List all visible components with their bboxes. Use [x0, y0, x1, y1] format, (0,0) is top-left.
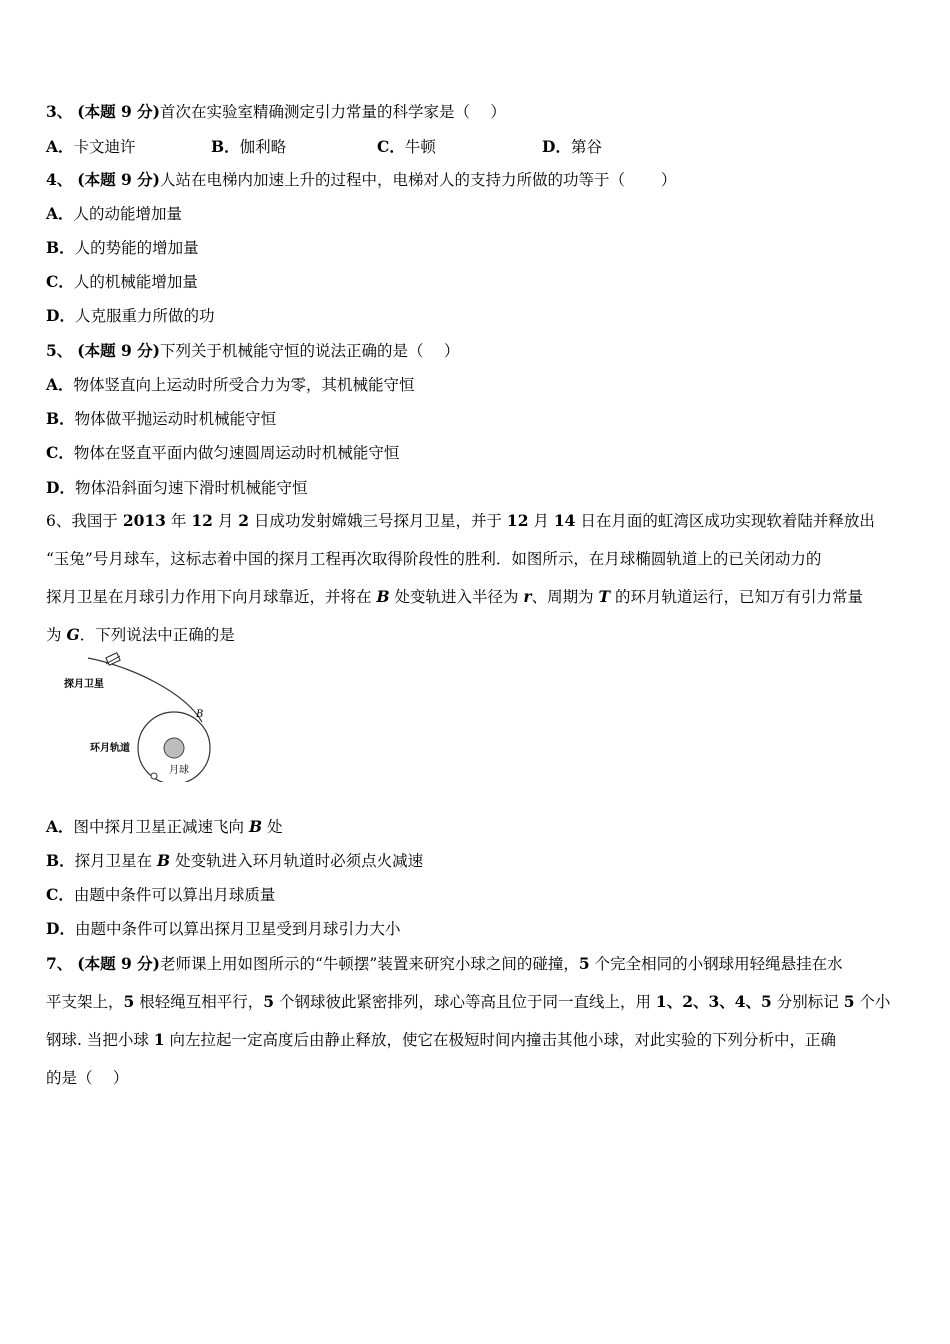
point-b-label: B [196, 709, 204, 720]
satellite-icon [106, 653, 120, 665]
question-6-option-a: A．图中探月卫星正减速飞向 B 处 [46, 817, 283, 836]
question-text: 人站在电梯内加速上升的过程中，电梯对人的支持力所做的功等于（ ） [159, 171, 677, 189]
question-4-option-b: B．人的势能的增加量 [46, 238, 199, 257]
question-7-line-2: 平支架上，5 根轻绳互相平行，5 个钢球彼此紧密排列，球心等高且位于同一直线上，用 1、2、3、4、5 分别标记 5 个小 [46, 992, 891, 1011]
question-number: 4、 [46, 170, 73, 189]
question-5-option-c: C．物体在竖直平面内做匀速圆周运动时机械能守恒 [46, 443, 400, 462]
question-6-option-d: D．由题中条件可以算出探月卫星受到月球引力大小 [46, 919, 401, 938]
question-score-tag: (本题 9 分) [77, 170, 160, 189]
option-a: A．卡文迪许 [46, 137, 136, 156]
question-6-line-2: “玉兔”号月球车，这标志着中国的探月工程再次取得阶段性的胜利．如图所示，在月球椭圆轨道上的已关闭动力的 [46, 550, 822, 568]
moon-label: 月球 [169, 765, 189, 776]
moon-icon [164, 738, 184, 758]
option-c: C．牛顿 [377, 137, 436, 156]
satellite-on-orbit-icon [151, 773, 157, 779]
question-5-stem [46, 341, 459, 361]
question-7-line-1: 7、 (本题 9 分)老师课上用如图所示的“牛顿摆”装置来研究小球之间的碰撞，5 个完全相同的小钢球用轻绳悬挂在水 [46, 954, 843, 973]
lunar-orbit-figure [60, 652, 220, 782]
question-text: 首次在实验室精确测定引力常量的科学家是（ ） [159, 103, 506, 121]
question-6-line-1: 6、我国于 2013 年 12 月 2 日成功发射嫦娥三号探月卫星，并于 12 月 14 日在月面的虹湾区成功实现软着陆并释放出 [46, 511, 875, 530]
question-3-stem [46, 102, 506, 122]
question-4-option-d: D．人克服重力所做的功 [46, 306, 215, 325]
orbit-label: 环月轨道 [90, 743, 130, 754]
question-6-line-3: 探月卫星在月球引力作用下向月球靠近，并将在 B 处变轨进入半径为 r、周期为 T 的环月轨道运行，已知万有引力常量 [46, 587, 863, 606]
question-4-option-c: C．人的机械能增加量 [46, 272, 198, 291]
question-4-stem [46, 170, 676, 190]
question-5-option-d: D．物体沿斜面匀速下滑时机械能守恒 [46, 478, 308, 497]
question-6-option-c: C．由题中条件可以算出月球质量 [46, 885, 276, 904]
question-number: 5、 [46, 341, 73, 360]
option-b: B．伽利略 [211, 137, 287, 156]
question-7-line-4: 的是（ ） [46, 1069, 129, 1087]
question-3-options [46, 135, 666, 157]
satellite-label: 探月卫星 [64, 679, 104, 690]
question-score-tag: (本题 9 分) [77, 102, 160, 121]
question-4-option-a: A．人的动能增加量 [46, 204, 183, 223]
question-7-line-3: 钢球. 当把小球 1 向左拉起一定高度后由静止释放，使它在极短时间内撞击其他小球，对此实验的下列分析中，正确 [46, 1030, 837, 1049]
question-text: 下列关于机械能守恒的说法正确的是（ ） [159, 342, 460, 360]
question-number: 3、 [46, 102, 73, 121]
question-score-tag: (本题 9 分) [77, 341, 160, 360]
question-6-stem [46, 502, 908, 654]
question-6-option-b: B．探月卫星在 B 处变轨进入环月轨道时必须点火减速 [46, 851, 424, 870]
elliptical-orbit-path [88, 658, 202, 722]
question-7-stem [46, 945, 908, 1097]
question-5-option-a: A．物体竖直向上运动时所受合力为零，其机械能守恒 [46, 375, 415, 394]
orbit-diagram [60, 652, 220, 782]
option-d: D．第谷 [542, 137, 602, 156]
question-6-line-4: 为 G．下列说法中正确的是 [46, 625, 235, 644]
question-5-option-b: B．物体做平抛运动时机械能守恒 [46, 409, 277, 428]
